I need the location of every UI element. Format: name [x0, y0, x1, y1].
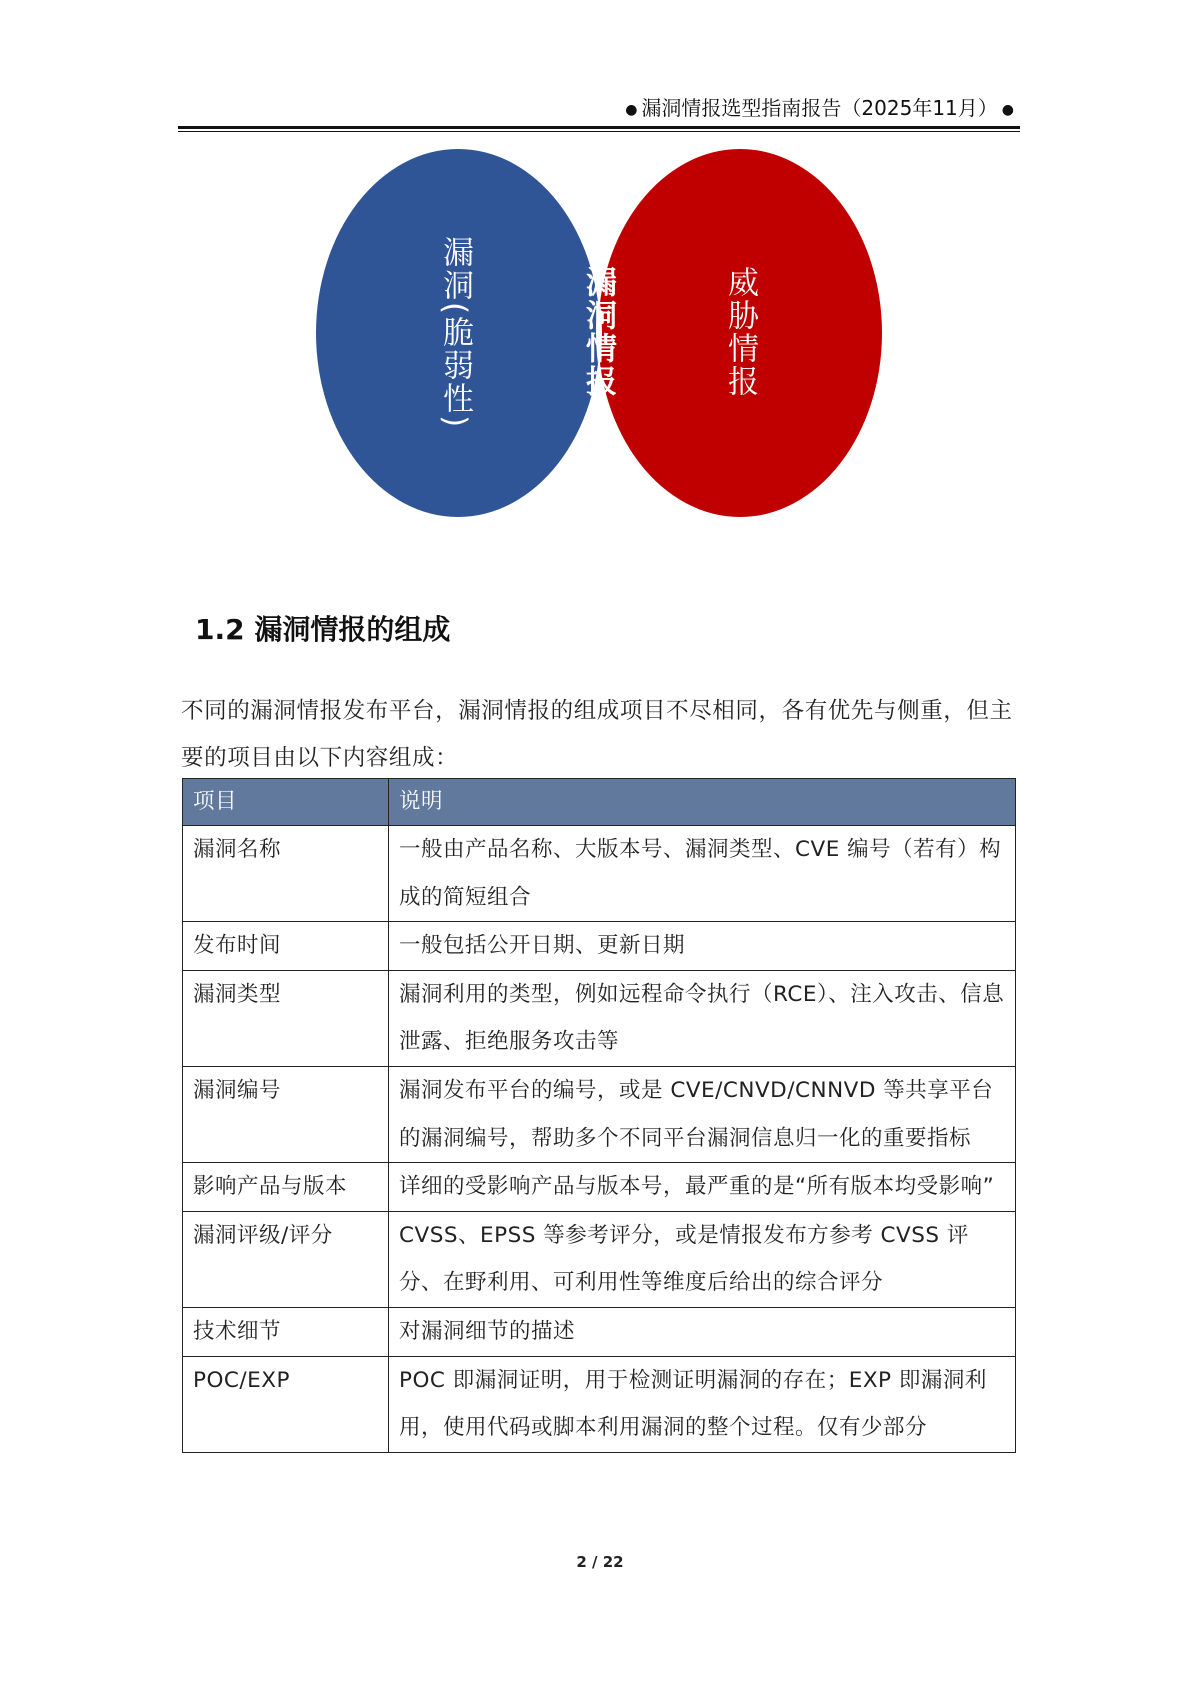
table-row [183, 1307, 1016, 1356]
intro-paragraph: 不同的漏洞情报发布平台，漏洞情报的组成项目不尽相同，各有优先与侧重，但主要的项目由以下内容组成： [181, 698, 1013, 771]
row-item: 漏洞评级/评分 [183, 1211, 389, 1307]
table-row [183, 1066, 1016, 1162]
col-header-desc: 说明 [389, 779, 1016, 826]
table-row [183, 1356, 1016, 1452]
venn-center-label: 漏洞情报 [580, 266, 616, 398]
row-desc: 一般包括公开日期、更新日期 [389, 922, 1016, 971]
bullet-icon: ● [625, 101, 638, 118]
row-desc: POC 即漏洞证明，用于检测证明漏洞的存在；EXP 即漏洞利用，使用代码或脚本利用漏洞的整个过程。仅有少部分 [389, 1356, 1016, 1452]
venn-right-label: 威胁情报 [722, 266, 758, 398]
row-item: POC/EXP [183, 1356, 389, 1452]
header-rule-thin [178, 131, 1020, 132]
composition-table [182, 778, 1016, 1453]
table-row [183, 1211, 1016, 1307]
section-heading: 1.2 漏洞情报的组成 [195, 613, 451, 646]
table-row [183, 922, 1016, 971]
bullet-icon: ● [1001, 101, 1014, 118]
row-item: 影响产品与版本 [183, 1163, 389, 1212]
running-header [621, 92, 1018, 121]
table-row [183, 1163, 1016, 1212]
row-desc: 漏洞发布平台的编号，或是 CVE/CNVD/CNNVD 等共享平台的漏洞编号，帮助多个不同平台漏洞信息归一化的重要指标 [389, 1066, 1016, 1162]
row-desc: 详细的受影响产品与版本号，最严重的是“所有版本均受影响” [389, 1163, 1016, 1212]
row-item: 技术细节 [183, 1307, 389, 1356]
header-title: 漏洞情报选型指南报告（2025年11月） [641, 96, 998, 120]
venn-diagram [300, 140, 900, 530]
row-item: 漏洞名称 [183, 826, 389, 922]
row-desc: CVSS、EPSS 等参考评分，或是情报发布方参考 CVSS 评分、在野利用、可利用性等维度后给出的综合评分 [389, 1211, 1016, 1307]
col-header-item: 项目 [183, 779, 389, 826]
row-desc: 对漏洞细节的描述 [389, 1307, 1016, 1356]
table-row [183, 970, 1016, 1066]
row-item: 漏洞编号 [183, 1066, 389, 1162]
row-item: 发布时间 [183, 922, 389, 971]
table-row [183, 826, 1016, 922]
page-number: 2 / 22 [576, 1553, 624, 1571]
row-desc: 漏洞利用的类型，例如远程命令执行（RCE）、注入攻击、信息泄露、拒绝服务攻击等 [389, 970, 1016, 1066]
row-item: 漏洞类型 [183, 970, 389, 1066]
venn-left-label: 漏洞(脆弱性) [437, 236, 473, 430]
header-rule [178, 126, 1020, 129]
table-header-row [183, 779, 1016, 826]
row-desc: 一般由产品名称、大版本号、漏洞类型、CVE 编号（若有）构成的简短组合 [389, 826, 1016, 922]
